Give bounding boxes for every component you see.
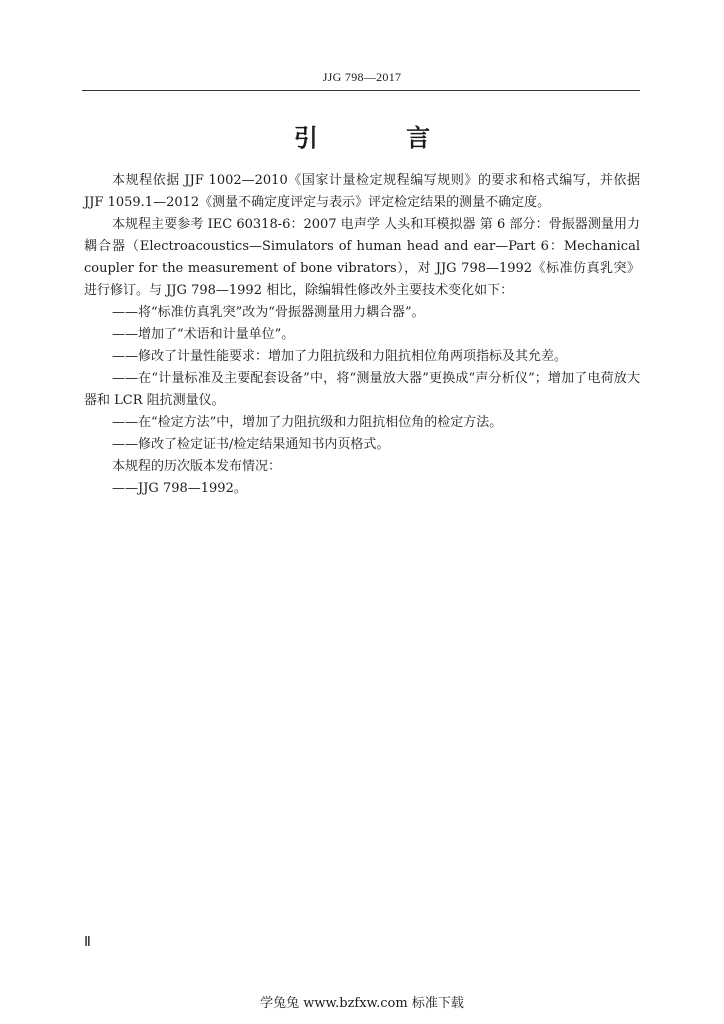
header-divider (82, 90, 640, 91)
change-item: ——修改了检定证书/检定结果通知书内页格式。 (112, 437, 390, 452)
paragraph-basis: 本规程依据 JJF 1002—2010《国家计量检定规程编写规则》的要求和格式编写，并依据 JJF 1059.1—2012《测量不确定度评定与表示》评定检定结果的测量不确定度。 (84, 173, 640, 210)
change-item: ——增加了“术语和计量单位”。 (112, 327, 295, 342)
paragraph-references: 本规程主要参考 IEC 60318-6：2007 电声学 人头和耳模拟器 第 6 部分：骨振器测量用力耦合器（Electroacoustics—Simulators of human head and ear—Part 6：Mechanical coupler for the measurement of bone vibrators），对 JJG 798—1992《标准仿真乳突》进行修订。与 JJG 798—1992 相比，除编辑性修改外主要技术变化如下： (84, 217, 640, 298)
page-title: 引 言 (293, 123, 471, 152)
history-heading: 本规程的历次版本发布情况： (112, 459, 282, 474)
change-item: ——在“计量标准及主要配套设备”中，将“测量放大器”更换成“声分析仪”；增加了电荷放大器和 LCR 阻抗测量仪。 (84, 371, 640, 408)
history-item: ——JJG 798—1992。 (112, 481, 247, 496)
change-item: ——修改了计量性能要求：增加了力阻抗级和力阻抗相位角两项指标及其允差。 (112, 349, 568, 364)
change-item: ——将“标准仿真乳突”改为“骨振器测量用力耦合器”。 (112, 305, 425, 320)
watermark-footer: 学兔兔 www.bzfxw.com 标准下载 (260, 996, 464, 1011)
change-item: ——在“检定方法”中，增加了力阻抗级和力阻抗相位角的检定方法。 (112, 415, 503, 430)
running-header: JJG 798—2017 (322, 70, 402, 84)
page-number: Ⅱ (84, 935, 91, 950)
foreword-body (84, 170, 640, 500)
